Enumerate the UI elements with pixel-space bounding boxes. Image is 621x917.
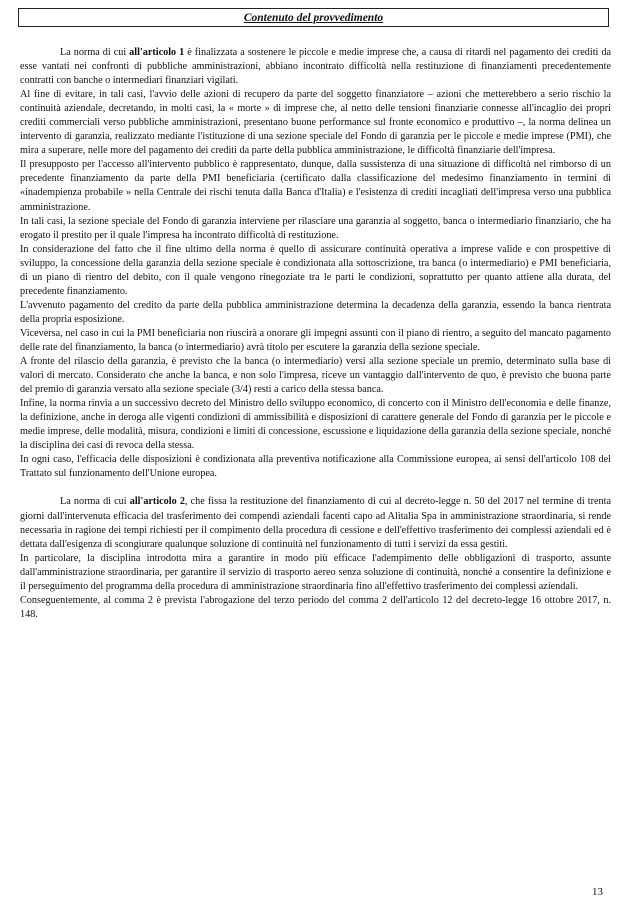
paragraph-text: è finalizzata a sostenere le piccole e medie imprese che, a causa di ritardi nel pagamento dei crediti da esse vantati nei confronti di pubbliche amministrazioni, abbiano incontrato difficoltà nella restituzione di finanziamenti precedentemente contratti con banche o intermediari finanziari vigilati. — [20, 47, 611, 87]
paragraph: In considerazione del fatto che il fine ultimo della norma è quello di assicurare continuità operativa a imprese valide e con prospettive di sviluppo, la concessione della garanzia della sezione speciale è condizionata alla sottoscrizione, tra banca (o intermediario) e PMI beneficiaria, di un piano di rientro del debito, con il quale vengono rinegoziate tra le parti le condizioni, soprattutto per quanto attiene alla durata, del precedente finanziamento. — [20, 243, 611, 297]
paragraph: A fronte del rilascio della garanzia, è previsto che la banca (o intermediario) versi alla sezione speciale un premio, determinato sulla base di valori di mercato. Considerato che anche la banca, e non solo l'impresa, riceve un vantaggio dall'intervento de quo, è previsto che buona parte del premio di garanzia versato alla sezione speciale (3/4) resti a carico della stessa banca. — [20, 356, 611, 396]
article-reference: all'articolo 2 — [129, 496, 185, 508]
document-body — [20, 46, 611, 622]
paragraph: L'avvenuto pagamento del credito da parte della pubblica amministrazione determina la decadenza della garanzia, essendo la banca rientrata della propria esposizione. — [20, 299, 611, 325]
paragraph: Conseguentemente, al comma 2 è prevista l'abrogazione del terzo periodo del comma 2 dell'articolo 12 del decreto-legge 16 ottobre 2017, n. 148. — [20, 594, 611, 620]
article-reference: all'articolo 1 — [129, 47, 185, 58]
paragraph: In ogni caso, l'efficacia delle disposizioni è condizionata alla preventiva notificazione alla Commissione europea, ai sensi dell'articolo 108 del Trattato sul funzionamento dell'Unione europea. — [20, 454, 611, 480]
paragraph-article2-intro — [20, 495, 611, 551]
paragraph-text: , che fissa la restituzione del finanziamento di cui al decreto-legge n. 50 del 2017 nel termine di trenta giorni dall'intervenuta efficacia del trasferimento dei compendi aziendali facenti capo ad Alitalia Spa in amministrazione straordinaria, si rende necessaria in ragione dei tempi richiesti per il compimento della procedura di cessione e dell'effettivo trasferimento dei complessi aziendali ed è dettata dall'esigenza di scongiurare qualunque soluzione di continuità nel funzionamento di tutti i servizi da essa gestiti. — [20, 496, 611, 550]
paragraph-text: La norma di cui — [60, 496, 130, 508]
paragraph: Infine, la norma rinvia a un successivo decreto del Ministro dello sviluppo economico, di concerto con il Ministro dell'economia e delle finanze, la definizione, anche in deroga alle vigenti condizioni di ammissibilità e disposizioni di carattere generale del Fondo di garanzia per le piccole e medie imprese, delle modalità, misura, condizioni e limiti di concessione, escussione e liquidazione della garanzia della sezione speciale, nonché la disciplina dei casi di revoca della stessa. — [20, 398, 611, 452]
paragraph: Viceversa, nel caso in cui la PMI beneficiaria non riuscirà a onorare gli impegni assunti con il piano di rientro, a seguito del mancato pagamento delle rate del finanziamento, la banca (o intermediario) avrà titolo per escutere la garanzia della sezione speciale. — [20, 327, 611, 353]
header-title: Contenuto del provvedimento — [243, 11, 384, 24]
paragraph: In tali casi, la sezione speciale del Fondo di garanzia interviene per rilasciare una garanzia al soggetto, banca o intermediario finanziario, che ha erogato il prestito per il quale l'impresa ha incontrato difficoltà di restituzione. — [20, 215, 611, 241]
paragraph: Al fine di evitare, in tali casi, l'avvio delle azioni di recupero da parte del soggetto finanziatore – azioni che metterebbero a serio rischio la continuità aziendale, decretando, in molti casi, la « morte » di imprese che, al netto delle tensioni finanziarie connesse all'incaglio dei propri crediti commerciali verso pubbliche amministrazioni, presentano buone performance sul fronte economico e produttivo –, la norma delinea un intervento di garanzia, realizzato mediante l'istituzione di una sezione speciale del Fondo di garanzia per le piccole e medie imprese (PMI), che mira a superare, nelle more del pagamento dei crediti da parte della pubblica amministrazione, le difficoltà finanziarie dell'impresa. — [20, 89, 611, 157]
header-box — [18, 8, 609, 27]
paragraph: Il presupposto per l'accesso all'intervento pubblico è rappresentato, dunque, dalla sussistenza di una situazione di difficoltà nel rimborso di un precedente finanziamento da parte della PMI beneficiaria (certificato dalla classificazione del medesimo finanziamento in termini di «inadempienza probabile » nella Centrale dei rischi tenuta dalla Banca d'Italia) e l'esistenza di crediti incagliati dell'impresa verso una pubblica amministrazione. — [20, 159, 611, 213]
paragraph-text: La norma di cui — [60, 47, 130, 58]
page-number: 13 — [592, 886, 603, 898]
paragraph-article1-intro — [20, 46, 611, 88]
paragraph: In particolare, la disciplina introdotta mira a garantire in modo più efficace l'adempimento delle obbligazioni di trasporto, assunte dall'amministrazione straordinaria, per garantire il servizio di trasporto aereo senza soluzione di continuità, nonché a consentire la definizione e il perseguimento del programma della procedura di amministrazione straordinaria fino all'effettivo trasferimento dei complessi aziendali. — [20, 552, 611, 592]
